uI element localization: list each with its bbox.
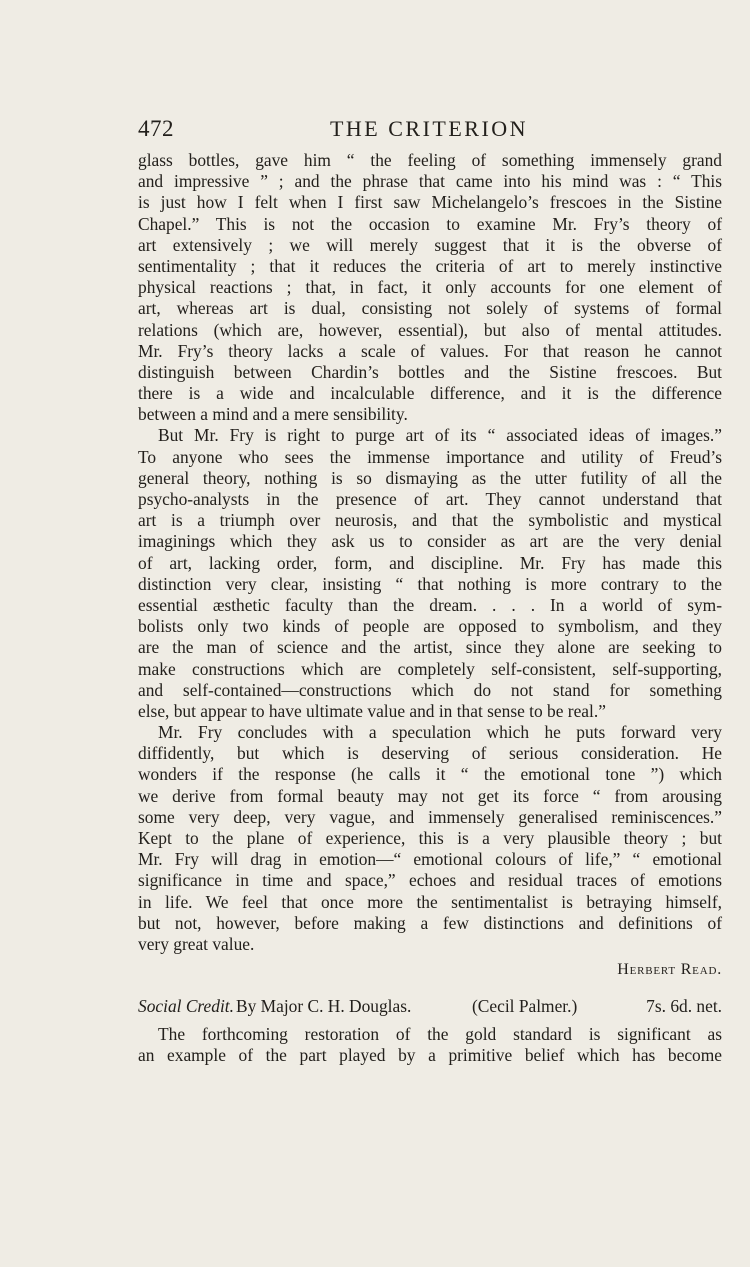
text-line: relations (which are, however, essential), but also of mental attitudes.	[138, 319, 722, 340]
text-line: Mr. Fry will drag in emotion—“ emotional colours of life,” “ emotional	[138, 849, 722, 870]
text-line: and self-contained—constructions which do not stand for something	[138, 679, 722, 700]
text-line: and impressive ” ; and the phrase that came into his mind was : “ This	[138, 171, 722, 192]
text-line: art is a triumph over neurosis, and that the symbolistic and mystical	[138, 510, 722, 531]
text-line: Mr. Fry concludes with a speculation which he puts forward very	[158, 722, 722, 743]
text-line: of art, lacking order, form, and discipline. Mr. Fry has made this	[138, 552, 722, 573]
text-line: there is a wide and incalculable difference, and it is the difference	[138, 383, 722, 404]
review-book-title: Social Credit.	[138, 996, 234, 1016]
text-line: bolists only two kinds of people are opposed to symbolism, and they	[138, 616, 722, 637]
text-line: The forthcoming restoration of the gold standard is significant as	[158, 1024, 722, 1044]
text-line: sentimentality ; that it reduces the criteria of art to merely instinctive	[138, 255, 722, 276]
text-line: physical reactions ; that, in fact, it only accounts for one element of	[138, 277, 722, 298]
running-title: THE CRITERION	[329, 116, 529, 141]
text-line: distinction very clear, insisting “ that nothing is more contrary to the	[138, 573, 722, 594]
text-line: Mr. Fry’s theory lacks a scale of values. For that reason he cannot	[138, 340, 722, 361]
text-line: very great value.	[138, 933, 255, 954]
text-line: in life. We feel that once more the sentimentalist is betraying himself,	[138, 891, 722, 912]
review-body	[138, 1024, 722, 1066]
text-line: some very deep, very vague, and immensely generalised reminiscences.”	[138, 806, 722, 827]
text-line: else, but appear to have ultimate value and in that sense to be real.”	[138, 700, 606, 721]
text-line: imaginings which they ask us to consider as art are the very denial	[138, 531, 722, 552]
text-line: an example of the part played by a primitive belief which has become	[138, 1045, 722, 1066]
page-number: 472	[138, 116, 174, 141]
review-book-author: By Major C. H. Douglas.	[236, 996, 412, 1016]
text-line: art, whereas art is dual, consisting not solely of systems of formal	[138, 298, 722, 319]
author-signature: Herbert Read.	[617, 961, 722, 978]
text-line: psycho-analysts in the presence of art. They cannot understand that	[138, 489, 722, 509]
text-line: To anyone who sees the immense importance and utility of Freud’s	[138, 446, 722, 467]
text-line: between a mind and a mere sensibility.	[138, 404, 408, 425]
text-line: Chapel.” This is not the occasion to examine Mr. Fry’s theory of	[138, 213, 722, 234]
text-line: are the man of science and the artist, since they alone are seeking to	[138, 637, 722, 658]
text-line: diffidently, but which is deserving of serious consideration. He	[138, 743, 722, 764]
page-header	[138, 114, 720, 144]
review-heading	[138, 996, 722, 1020]
book-review	[138, 996, 722, 1066]
text-line: but not, however, before making a few distinctions and definitions of	[138, 912, 722, 933]
review-book-price: 7s. 6d. net.	[646, 996, 722, 1016]
text-line: we derive from formal beauty may not get its force “ from arousing	[138, 785, 722, 806]
text-line: Kept to the plane of experience, this is a very plausible theory ; but	[138, 828, 722, 848]
text-line: glass bottles, gave him “ the feeling of something immensely grand	[138, 150, 722, 170]
text-line: general theory, nothing is so dismaying as the utter futility of all the	[138, 467, 722, 488]
review-book-publisher: (Cecil Palmer.)	[472, 996, 578, 1016]
text-line: make constructions which are completely self-consistent, self-supporting,	[138, 658, 722, 679]
text-line: wonders if the response (he calls it “ the emotional tone ”) which	[138, 764, 722, 785]
text-line: significance in time and space,” echoes and residual traces of emotions	[138, 870, 722, 891]
text-line: But Mr. Fry is right to purge art of its “ associated ideas of images.”	[158, 425, 722, 446]
text-line: distinguish between Chardin’s bottles and the Sistine frescoes. But	[138, 361, 722, 382]
text-line: is just how I felt when I first saw Michelangelo’s frescoes in the Sistine	[138, 192, 722, 213]
text-line: essential æsthetic faculty than the dream. . . . In a world of sym-	[138, 594, 722, 615]
article-body	[138, 150, 722, 955]
text-line: art extensively ; we will merely suggest that it is the obverse of	[138, 234, 722, 255]
